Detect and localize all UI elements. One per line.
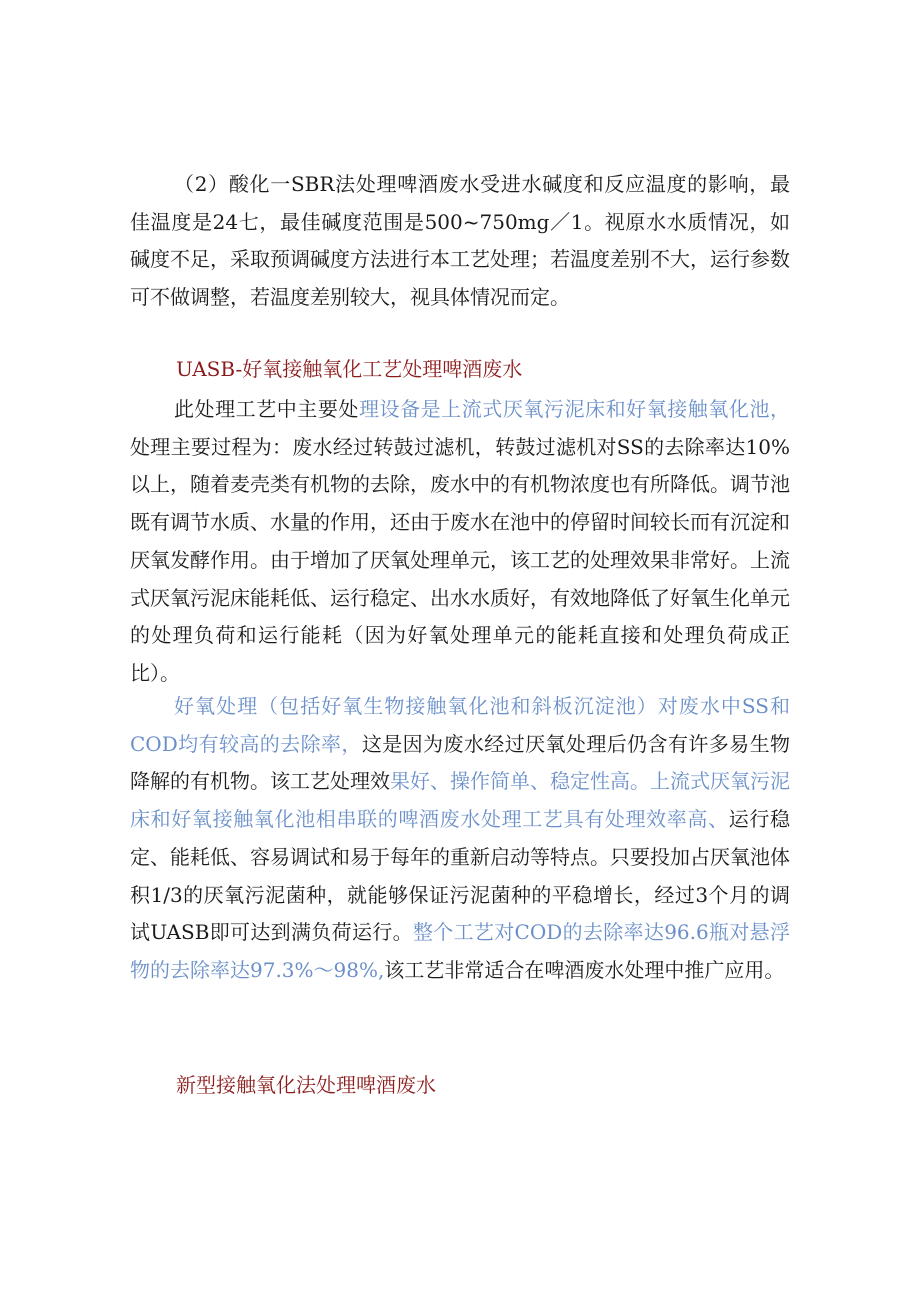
text-segment: 此处理工艺中主要处 xyxy=(174,397,359,421)
section-heading-uasb: UASB-好氧接触氧化工艺处理啤酒废水 xyxy=(176,357,523,381)
text-segment: 处理主要过程为：废水经过转鼓过滤机，转鼓过滤机对SS的去除率达10%以上，随着麦壳类有机物的去除，废水中的有机物浓度也有所降低。调节池既有调节水质、水量的作用，还由于废水在池中的停留时间较长而有沉淀和厌氧发酵作用。由于增加了厌氧处理单元，该工艺的处理效果非常好。上流式厌氧污泥床能耗低、运行稳定、出水水质好，有效地降低了好氧生化单元的处理负荷和运行能耗（因为好氧处理单元的能耗直接和处理负荷成正比）。 xyxy=(130,434,790,685)
highlighted-text-segment: 果好、操作简单、稳定性高。上流式厌氧污泥床和好氧接触氧化池相串联的啤酒废水处理工艺具有处理效率高、 xyxy=(130,769,790,832)
highlighted-text-segment: 理设备是上流式厌氧污泥床和好氧接触氧化池， xyxy=(358,397,791,421)
highlighted-text-segment: 好氧处理（包括好氧生物接触氧化池和斜板沉淀池）对废水中SS和COD均有较高的去除率， xyxy=(130,694,790,756)
text-segment: 运行稳定、能耗低、容易调试和易于每年的重新启动等特点。只要投加占厌氧池体积1/3的厌氧污泥菌种，就能够保证污泥菌种的平稳增长，经过3个月的调试UASB即可达到满负荷运行。 xyxy=(130,807,791,945)
paragraph-uasb-process xyxy=(130,391,790,693)
highlighted-text-segment: 整个工艺对COD的去除率达96.6瓶对悬浮物的去除率达97.3%～98%, xyxy=(130,920,791,982)
paragraph-sbr-conditions: （2）酸化一SBR法处理啤酒废水受进水碱度和反应温度的影响，最佳温度是24七，最佳碱度范围是500~750mg／1。视原水水质情况，如碱度不足，采取预调碱度方法进行本工艺处理；若温度差别不大，运行参数可不做调整，若温度差别较大，视具体情况而定。 xyxy=(130,172,790,310)
text-segment: 该工艺非常适合在啤酒废水处理中推广应用。 xyxy=(384,957,785,982)
paragraph-aerobic-treatment xyxy=(130,688,790,990)
text-segment: 这是因为废水经过厌氧处理后仍含有许多易生物降解的有机物。该工艺处理效 xyxy=(130,731,791,794)
section-heading-new-contact-oxidation: 新型接触氧化法处理啤酒废水 xyxy=(176,1073,436,1097)
